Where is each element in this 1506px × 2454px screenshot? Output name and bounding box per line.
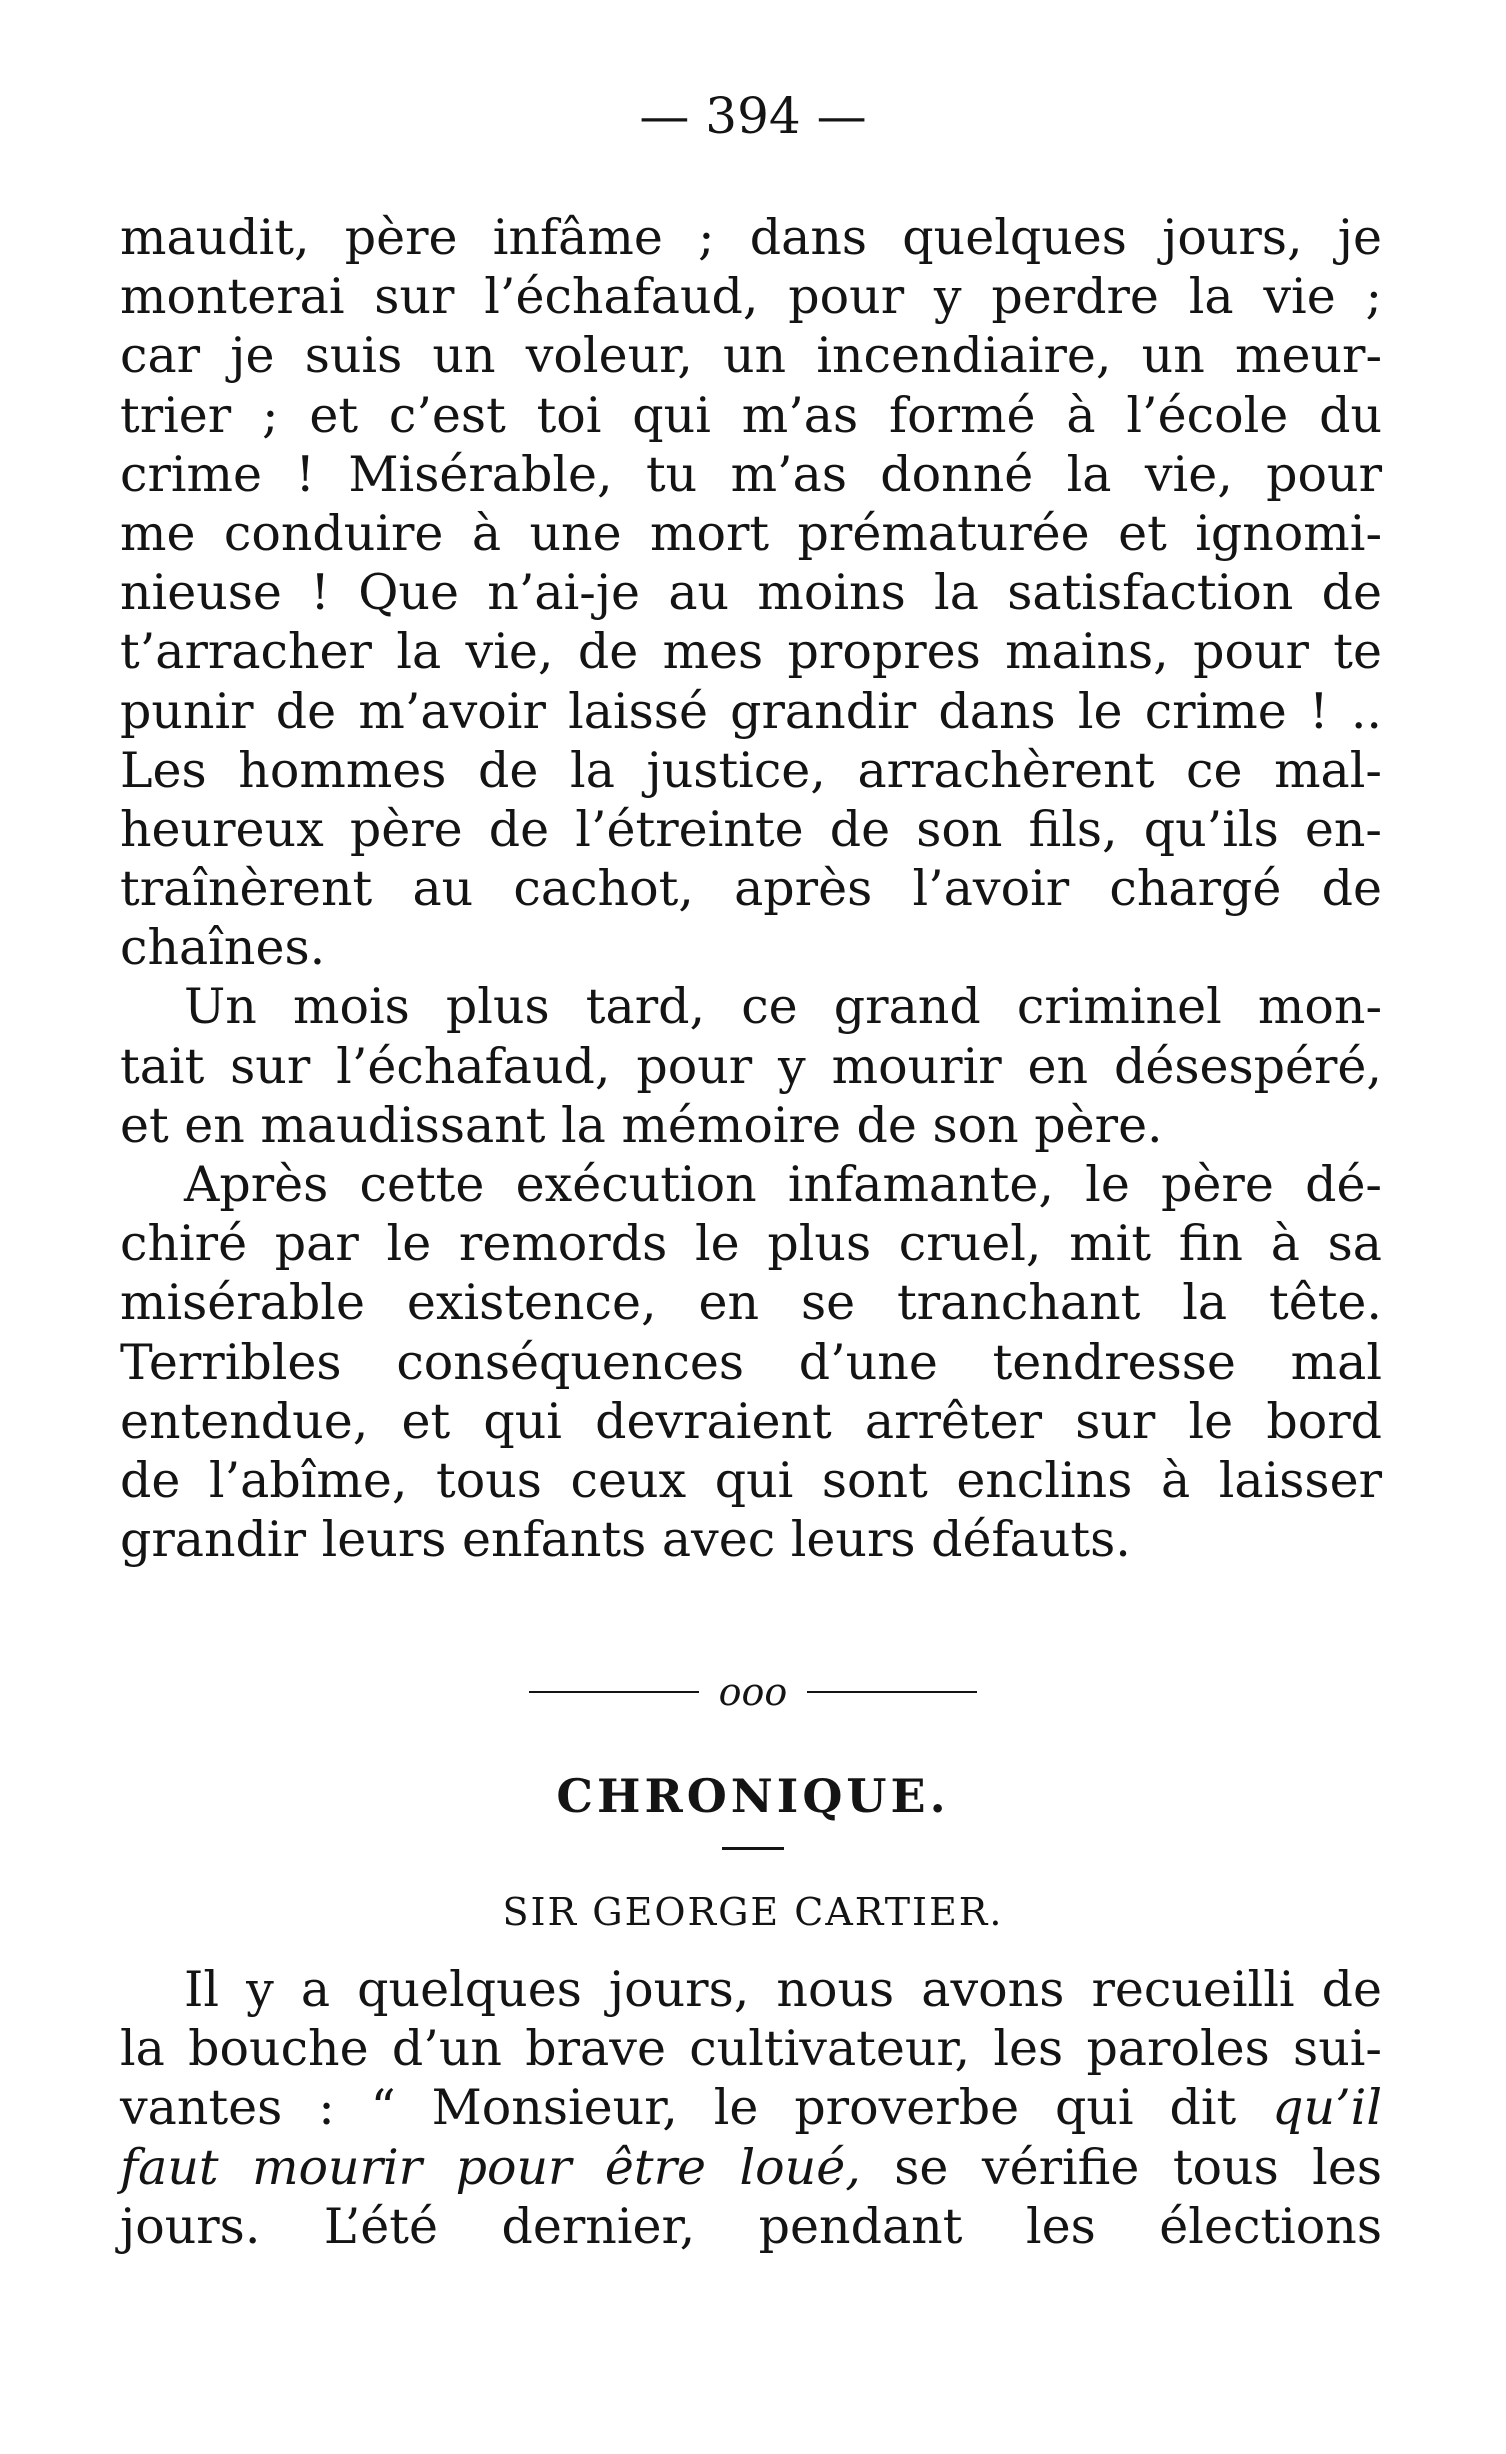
separator-rule-right bbox=[807, 1691, 977, 1693]
text-fragment: se vérifie tous les bbox=[894, 2138, 1383, 2196]
text-line: chaînes. bbox=[120, 919, 326, 977]
text-line: heureux père de l’étreinte de son fils, qu’ils en- bbox=[120, 800, 1382, 858]
text-line: chiré par le remords le plus cruel, mit fin à sa bbox=[120, 1215, 1382, 1273]
text-line: trier ; et c’est toi qui m’as formé à l’école du bbox=[120, 386, 1382, 444]
text-line: car je suis un voleur, un incendiaire, un meur- bbox=[120, 327, 1382, 385]
main-text-block bbox=[120, 208, 1382, 1569]
text-line: maudit, père infâme ; dans quelques jours, je bbox=[120, 209, 1382, 266]
text-line: et en maudissant la mémoire de son père. bbox=[120, 1096, 1163, 1154]
separator-mark: ooo bbox=[718, 1669, 788, 1714]
text-line: Il y a quelques jours, nous avons recueilli de bbox=[184, 1961, 1382, 2018]
text-line bbox=[120, 2138, 1382, 2197]
text-line: Les hommes de la justice, arrachèrent ce mal- bbox=[120, 741, 1382, 799]
text-line: crime ! Misérable, tu m’as donné la vie, pour bbox=[120, 445, 1382, 503]
separator-rule-left bbox=[529, 1691, 699, 1693]
text-line: grandir leurs enfants avec leurs défauts. bbox=[120, 1511, 1131, 1569]
text-line: me conduire à une mort prématurée et ignomi- bbox=[120, 504, 1382, 562]
text-line: jours. L’été dernier, pendant les élections bbox=[120, 2197, 1382, 2255]
text-line: misérable existence, en se tranchant la tête. bbox=[120, 1274, 1382, 1332]
text-line: t’arracher la vie, de mes propres mains, pour te bbox=[120, 623, 1382, 681]
text-line: la bouche d’un brave cultivateur, les paroles sui- bbox=[120, 2020, 1382, 2078]
text-line: traînèrent au cachot, après l’avoir chargé de bbox=[120, 860, 1382, 918]
text-line: tait sur l’échafaud, pour y mourir en désespéré, bbox=[120, 1037, 1382, 1095]
text-line: punir de m’avoir laissé grandir dans le crime ! .. bbox=[120, 682, 1382, 740]
text-line: de l’abîme, tous ceux qui sont enclins à laisser bbox=[120, 1451, 1382, 1509]
chronique-text-block bbox=[120, 1960, 1382, 2256]
page-number: — 394 — bbox=[639, 87, 867, 145]
text-line bbox=[120, 2078, 1382, 2137]
italic-fragment: qu’il bbox=[1272, 2079, 1382, 2137]
text-line: nieuse ! Que n’ai-je au moins la satisfaction de bbox=[120, 564, 1382, 622]
text-fragment: vantes : “ Monsieur, le proverbe qui dit bbox=[120, 2079, 1237, 2137]
text-line: Un mois plus tard, ce grand criminel mon- bbox=[184, 978, 1382, 1036]
text-line: entendue, et qui devraient arrêter sur le bord bbox=[120, 1392, 1382, 1450]
text-line: monterai sur l’échafaud, pour y perdre la vie ; bbox=[120, 268, 1382, 326]
section-title: CHRONIQUE. bbox=[556, 1769, 950, 1823]
section-separator bbox=[0, 1664, 1506, 1716]
text-line: Terribles conséquences d’une tendresse mal bbox=[120, 1333, 1382, 1391]
title-rule bbox=[722, 1847, 784, 1850]
text-line: Après cette exécution infamante, le père dé- bbox=[184, 1156, 1382, 1213]
section-subtitle: SIR GEORGE CARTIER. bbox=[502, 1890, 1004, 1934]
italic-fragment: faut mourir pour être loué, bbox=[120, 2138, 861, 2196]
